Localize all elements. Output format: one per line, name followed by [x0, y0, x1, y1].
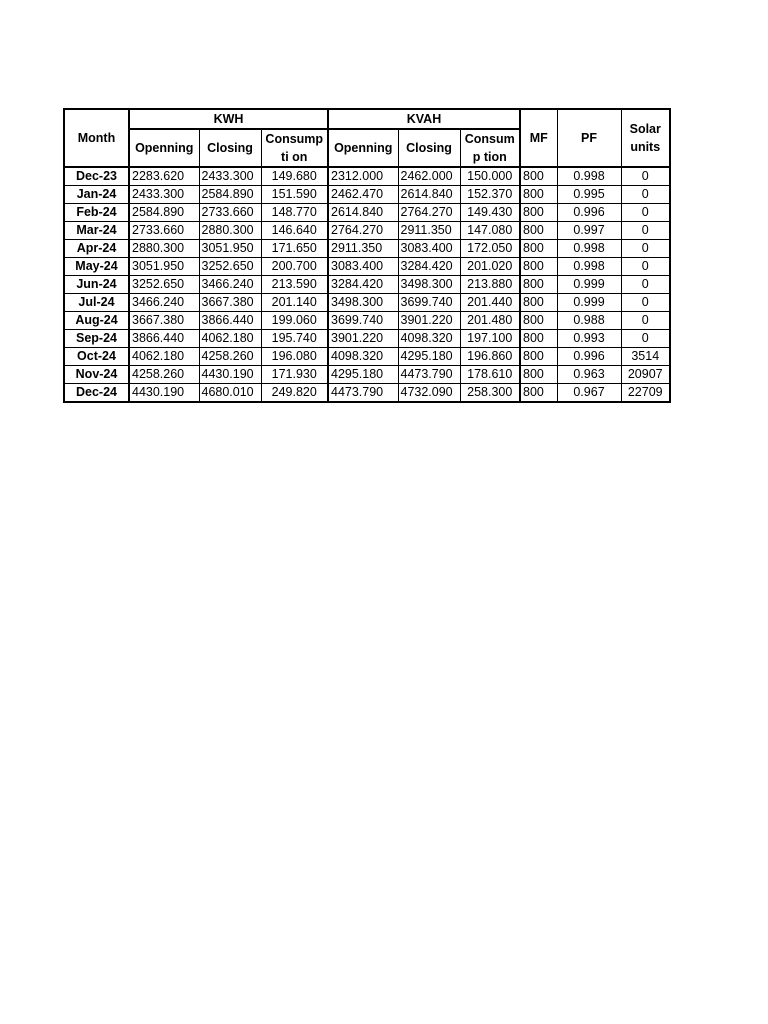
mf-cell: 800	[520, 294, 557, 312]
kwh-opening-header: Openning	[129, 129, 199, 167]
kvah-consumption-cell: 152.370	[460, 186, 520, 204]
kvah-consumption-cell: 213.880	[460, 276, 520, 294]
kvah-closing-cell: 2614.840	[398, 186, 460, 204]
kvah-opening-cell: 3083.400	[328, 258, 398, 276]
kvah-closing-cell: 4473.790	[398, 366, 460, 384]
kvah-closing-cell: 3083.400	[398, 240, 460, 258]
kvah-opening-cell: 3284.420	[328, 276, 398, 294]
kwh-consumption-cell: 151.590	[261, 186, 328, 204]
mf-cell: 800	[520, 204, 557, 222]
kwh-closing-cell: 3667.380	[199, 294, 261, 312]
kwh-closing-cell: 4680.010	[199, 384, 261, 403]
kwh-consumption-header: Consumpti on	[261, 129, 328, 167]
kvah-opening-cell: 3498.300	[328, 294, 398, 312]
solar-units-cell: 0	[621, 240, 670, 258]
month-cell: Jul-24	[64, 294, 129, 312]
pf-header: PF	[557, 109, 621, 167]
kwh-closing-cell: 3252.650	[199, 258, 261, 276]
kwh-closing-cell: 3051.950	[199, 240, 261, 258]
pf-cell: 0.963	[557, 366, 621, 384]
pf-cell: 0.995	[557, 186, 621, 204]
mf-cell: 800	[520, 312, 557, 330]
table-row	[64, 312, 670, 330]
table-row	[64, 240, 670, 258]
kwh-closing-cell: 3466.240	[199, 276, 261, 294]
kwh-opening-cell: 2733.660	[129, 222, 199, 240]
month-cell: Sep-24	[64, 330, 129, 348]
mf-header: MF	[520, 109, 557, 167]
pf-cell: 0.999	[557, 294, 621, 312]
kvah-consumption-cell: 150.000	[460, 167, 520, 186]
kwh-closing-cell: 4258.260	[199, 348, 261, 366]
kwh-opening-cell: 2283.620	[129, 167, 199, 186]
kwh-opening-cell: 4062.180	[129, 348, 199, 366]
kvah-closing-cell: 2911.350	[398, 222, 460, 240]
pf-cell: 0.997	[557, 222, 621, 240]
month-cell: Jan-24	[64, 186, 129, 204]
table-row	[64, 276, 670, 294]
kwh-opening-cell: 2880.300	[129, 240, 199, 258]
kvah-consumption-cell: 201.020	[460, 258, 520, 276]
kwh-closing-cell: 4430.190	[199, 366, 261, 384]
kvah-closing-cell: 2764.270	[398, 204, 460, 222]
kwh-consumption-cell: 249.820	[261, 384, 328, 403]
kwh-consumption-cell: 196.080	[261, 348, 328, 366]
kvah-opening-cell: 2312.000	[328, 167, 398, 186]
pf-cell: 0.993	[557, 330, 621, 348]
kvah-consumption-cell: 178.610	[460, 366, 520, 384]
kwh-consumption-cell: 201.140	[261, 294, 328, 312]
kvah-opening-cell: 4098.320	[328, 348, 398, 366]
kwh-consumption-cell: 148.770	[261, 204, 328, 222]
kvah-header: KVAH	[328, 109, 520, 129]
month-cell: Apr-24	[64, 240, 129, 258]
kvah-consumption-cell: 172.050	[460, 240, 520, 258]
mf-cell: 800	[520, 384, 557, 403]
kwh-consumption-cell: 146.640	[261, 222, 328, 240]
month-cell: May-24	[64, 258, 129, 276]
kwh-closing-cell: 2880.300	[199, 222, 261, 240]
solar-units-cell: 20907	[621, 366, 670, 384]
pf-cell: 0.999	[557, 276, 621, 294]
kwh-consumption-cell: 213.590	[261, 276, 328, 294]
solar-units-cell: 0	[621, 294, 670, 312]
kwh-consumption-cell: 171.650	[261, 240, 328, 258]
solar-units-cell: 0	[621, 204, 670, 222]
table-body	[64, 167, 670, 402]
pf-cell: 0.998	[557, 240, 621, 258]
kvah-consumption-cell: 147.080	[460, 222, 520, 240]
table-row	[64, 258, 670, 276]
kwh-opening-cell: 2433.300	[129, 186, 199, 204]
kvah-consumption-cell: 196.860	[460, 348, 520, 366]
month-cell: Dec-24	[64, 384, 129, 403]
month-cell: Dec-23	[64, 167, 129, 186]
kwh-opening-cell: 4258.260	[129, 366, 199, 384]
kwh-closing-cell: 2584.890	[199, 186, 261, 204]
solar-units-cell: 0	[621, 258, 670, 276]
month-cell: Oct-24	[64, 348, 129, 366]
table-row	[64, 186, 670, 204]
table-row	[64, 167, 670, 186]
kvah-consumption-cell: 201.480	[460, 312, 520, 330]
mf-cell: 800	[520, 276, 557, 294]
kwh-opening-cell: 3667.380	[129, 312, 199, 330]
kwh-opening-cell: 2584.890	[129, 204, 199, 222]
kwh-consumption-cell: 195.740	[261, 330, 328, 348]
mf-cell: 800	[520, 366, 557, 384]
readings-table	[63, 108, 671, 403]
header-row-groups	[64, 109, 670, 129]
solar-units-cell: 3514	[621, 348, 670, 366]
pf-cell: 0.967	[557, 384, 621, 403]
month-cell: Feb-24	[64, 204, 129, 222]
solar-units-header: Solar units	[621, 109, 670, 167]
pf-cell: 0.998	[557, 167, 621, 186]
kvah-consumption-header: Consump tion	[460, 129, 520, 167]
kvah-opening-cell: 3699.740	[328, 312, 398, 330]
month-cell: Jun-24	[64, 276, 129, 294]
solar-units-cell: 0	[621, 167, 670, 186]
kwh-closing-cell: 3866.440	[199, 312, 261, 330]
kvah-closing-cell: 3498.300	[398, 276, 460, 294]
kwh-opening-cell: 3252.650	[129, 276, 199, 294]
table-row	[64, 222, 670, 240]
mf-cell: 800	[520, 258, 557, 276]
mf-cell: 800	[520, 240, 557, 258]
solar-units-cell: 0	[621, 330, 670, 348]
pf-cell: 0.996	[557, 204, 621, 222]
kwh-consumption-cell: 171.930	[261, 366, 328, 384]
solar-units-cell: 0	[621, 276, 670, 294]
mf-cell: 800	[520, 330, 557, 348]
kvah-closing-header: Closing	[398, 129, 460, 167]
kvah-opening-cell: 2614.840	[328, 204, 398, 222]
month-header: Month	[64, 109, 129, 167]
table-header	[64, 109, 670, 167]
month-cell: Mar-24	[64, 222, 129, 240]
kvah-opening-header: Openning	[328, 129, 398, 167]
kvah-closing-cell: 4295.180	[398, 348, 460, 366]
month-cell: Aug-24	[64, 312, 129, 330]
kvah-closing-cell: 3284.420	[398, 258, 460, 276]
kvah-consumption-cell: 258.300	[460, 384, 520, 403]
table-row	[64, 384, 670, 403]
kvah-consumption-cell: 197.100	[460, 330, 520, 348]
kwh-consumption-cell: 200.700	[261, 258, 328, 276]
solar-units-cell: 0	[621, 222, 670, 240]
kvah-consumption-cell: 149.430	[460, 204, 520, 222]
kvah-opening-cell: 4473.790	[328, 384, 398, 403]
mf-cell: 800	[520, 167, 557, 186]
kvah-consumption-cell: 201.440	[460, 294, 520, 312]
solar-units-cell: 22709	[621, 384, 670, 403]
solar-units-cell: 0	[621, 312, 670, 330]
mf-cell: 800	[520, 186, 557, 204]
table-row	[64, 294, 670, 312]
kvah-opening-cell: 4295.180	[328, 366, 398, 384]
kvah-opening-cell: 3901.220	[328, 330, 398, 348]
kvah-closing-cell: 4732.090	[398, 384, 460, 403]
kwh-opening-cell: 3866.440	[129, 330, 199, 348]
kwh-header: KWH	[129, 109, 328, 129]
mf-cell: 800	[520, 348, 557, 366]
kvah-closing-cell: 3699.740	[398, 294, 460, 312]
pf-cell: 0.998	[557, 258, 621, 276]
kwh-closing-cell: 4062.180	[199, 330, 261, 348]
kwh-closing-cell: 2733.660	[199, 204, 261, 222]
table-row	[64, 348, 670, 366]
kwh-closing-cell: 2433.300	[199, 167, 261, 186]
kwh-opening-cell: 4430.190	[129, 384, 199, 403]
month-cell: Nov-24	[64, 366, 129, 384]
kvah-opening-cell: 2911.350	[328, 240, 398, 258]
pf-cell: 0.996	[557, 348, 621, 366]
kvah-closing-cell: 2462.000	[398, 167, 460, 186]
kvah-closing-cell: 4098.320	[398, 330, 460, 348]
pf-cell: 0.988	[557, 312, 621, 330]
kvah-closing-cell: 3901.220	[398, 312, 460, 330]
kvah-opening-cell: 2764.270	[328, 222, 398, 240]
mf-cell: 800	[520, 222, 557, 240]
kvah-opening-cell: 2462.470	[328, 186, 398, 204]
table-row	[64, 366, 670, 384]
table-row	[64, 330, 670, 348]
kwh-closing-header: Closing	[199, 129, 261, 167]
kwh-consumption-cell: 199.060	[261, 312, 328, 330]
kwh-consumption-cell: 149.680	[261, 167, 328, 186]
table-row	[64, 204, 670, 222]
kwh-opening-cell: 3466.240	[129, 294, 199, 312]
kwh-opening-cell: 3051.950	[129, 258, 199, 276]
solar-units-cell: 0	[621, 186, 670, 204]
